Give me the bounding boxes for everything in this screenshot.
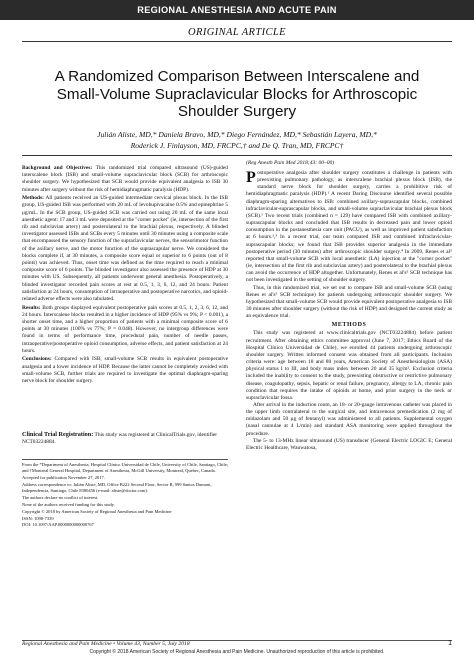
page-number: 1 (448, 640, 452, 647)
abstract-methods-text: All patients received an US-guided intermediate cervical plexus block. In the ISB group, US-guided ISB was performed with 20 mL of levobupivacaine 0.5% and epinephrine 5 μg/mL. In the SCB group, US-guided SCB was carried out using 20 mL of the same local anesthetic agent: 17 and 3 mL were deposited at the "corner pocket" (ie, intersection of the first rib and subclavian artery) and posterolateral to the brachial plexus, respectively. A blinded investigator assessed ISBs and SCBs every 5 minutes until 30 minutes using a composite scale that encompassed the sensory function of the supraclavicular nerves, the sensorimotor function of the axillary nerve, and the motor function of the suprascapular nerve. We considered the blocks complete if, at 30 minutes, a composite score equal or superior to 6 points (out of 8 points) was achieved. Thus, onset time was defined as the time required to reach a minimal composite score of 6 points. The blinded investigator also assessed the presence of HDP at 30 minutes with US. Subsequently, all patients underwent general anesthesia. Postoperatively, a blinded investigator recorded pain scores at rest at 0.5, 1, 3, 6, 12, and 24 hours. Patient satisfaction at 24 hours, consumption of intraoperative and postoperative narcotics, and opioid-related adverse effects were also tabulated. (22, 195, 228, 303)
journal-footer: Regional Anesthesia and Pain Medicine • Volume 43, Number 5, July 2018 (22, 641, 190, 647)
journal-banner: REGIONAL ANESTHESIA AND ACUTE PAIN (0, 0, 474, 20)
abstract-background (22, 165, 228, 194)
body-paragraph-1-text: ostoperative analgesia after shoulder surgery constitutes a challenge in patients with preexisting pulmonary pathology, as interscalene brachial plexus block (ISB), the standard nerve block for shoulder surgery, carries a prohibitive risk of hemidiaphragmatic paralysis (HDP).¹ A recent Daring Discourse identified several possible diaphragm-sparing alternatives to ISB: combined axillary-suprascapular blocks, combined infraclavicular-suprascapular blocks, and small-volume supraclavicular brachial plexus block (SCB).¹ Two recent trials (combined n = 129) have compared ISB with combined axillary-suprascapular blocks and concluded that ISB results in decreased pain and lower opioid consumption in the postanesthesia care unit (PACU), as well as improved patient satisfaction at 6 hours.²,³ In a recent trial, our team compared ISB and combined infraclavicular-suprascapular blocks; we found that ISB provides superior analgesia in the immediate postoperative period (30 minutes) after arthroscopic shoulder surgery.⁴ In 2009, Renes et al⁵ reported that small-volume SCB with local anesthetic (LA) injection at the "corner pocket" (ie, intersection of the first rib and subclavian artery) and posterolateral to the brachial plexus can avoid the occurrence of HDP altogether. Unfortunately, Renes et al's⁵ SCB technique has not been investigated in the setting of shoulder surgery. (246, 170, 452, 284)
abstract (22, 165, 228, 387)
footnote-funding: None of the authors received funding for this study. (22, 501, 115, 507)
author-list (50, 130, 424, 151)
footnote-issn: ISSN: 1098-7339 (22, 515, 54, 521)
footnote-copyright: Copyright © 2018 by American Society of Regional Anesthesia and Pain Medicine (22, 508, 172, 514)
drop-cap: P (246, 168, 256, 186)
article-title: A Randomized Comparison Between Interscalene and Small-Volume Supraclavicular Blocks for Arthroscopic Shoulder Surgery (54, 68, 420, 120)
section-heading-methods: METHODS (331, 322, 367, 329)
body-paragraph-3: This study was registered at www.clinicaltrials.gov (NCT03224884) before patient recruitment. After obtaining ethics committee approval (June 7, 2017; Ethics Board of the Hospital Clínico Universidad de Chile), we enrolled 44 patients undergoing arthroscopic shoulder surgery. Written informed consent was obtained from all participants. Inclusion criteria were: age between 18 and 80 years, American Society of Anesthesiologists (ASA) physical status I to III, and body mass index between 20 and 35 kg/m². Exclusion criteria included the inability to consent to the study, preexisting obstructive or restrictive pulmonary disease, coagulopathy, sepsis, hepatic or renal failure, pregnancy, allergy to LA, chronic pain condition that requires the intake of opioids at home, and prior surgery in the neck or supraclavicular fossa. (246, 330, 452, 401)
authors-rule (22, 155, 452, 156)
abstract-conclusions (22, 356, 228, 385)
body-paragraph-2: Thus, in this randomized trial, we set out to compare ISB and small-volume SCB (using Renes et al's⁵ SCB technique) for patients undergoing arthroscopic shoulder surgery. We hypothesized that small-volume SCB would provide equivalent postoperative analgesia to ISB 30 minutes after shoulder surgery (without the risk of HDP) and designed the current study as an equivalence trial. (246, 284, 452, 320)
abstract-results-text: Both groups displayed equivalent postoperative pain scores at 0.5, 1, 2, 3, 6, 12, and 24 hours. Interscalene blocks resulted in a higher incidence of HDP (95% vs 9%; P < 0.001), a shorter onset time, and a higher proportion of patients with a minimal composite score of 6 points at 30 minutes (100% vs 77%; P = 0.048). However, no intergroup differences were found in terms of performance time, procedural pain, number of needle passes, intraoperative/postoperative opioid consumption, adverse effects, and patient satisfaction at 24 hours. (22, 304, 228, 354)
trial-registration-heading: Clinical Trial Registration: (22, 431, 94, 438)
trial-registration (22, 431, 228, 446)
body-paragraph-5: The 5- to 13-MHz linear ultrasound (US) transducer (General Electric LOGIC E; General Electric Healthcare, Wauwatosa, (246, 437, 452, 451)
body-paragraph-4: After arrival in the induction room, an 18- or 20-gauge intravenous catheter was placed in the upper limb contralateral to the surgical site, and intravenous premedication (2 mg of midazolam and 50 μg of fentanyl) was administered to all patients. Supplemental oxygen (nasal cannulae at 4 L/min) and standard ASA monitoring were applied throughout the procedure. (246, 402, 452, 437)
copyright-notice: Copyright © 2018 American Society of Regional Anesthesia and Pain Medicine. Unauthorized reproduction of this article is prohibited. (89, 649, 385, 655)
article-type: ORIGINAL ARTICLE (188, 27, 286, 38)
abstract-background-text: This randomized trial compared ultrasound (US)-guided interscalene block (ISB) and small-volume supraclavicular block (SCB) for arthroscopic shoulder surgery. We hypothesized that SCB would provide equivalent analgesia to ISB 30 minutes after surgery without the risk of hemidiaphragmatic paralysis (HDP). (22, 165, 229, 193)
trial-registration-text: This study was registered at ClinicalTrials.gov, identifier NCT03224884. (22, 432, 218, 446)
body-text (246, 170, 452, 452)
footnotes (22, 462, 228, 529)
authors-line-2: Roderick J. Finlayson, MD, FRCPC,† and De Q. Tran, MD, FRCPC† (130, 140, 344, 150)
body-paragraph-1 (246, 170, 452, 285)
footnote-doi: DOI: 10.1097/AAP.0000000000000767 (22, 522, 94, 528)
footnote-accepted: Accepted for publication November 27, 2017. (22, 474, 105, 480)
abstract-methods (22, 195, 228, 303)
header-rule (22, 41, 452, 42)
abstract-conclusions-text: Compared with ISB, small-volume SCB results in equivalent postoperative analgesia and a lower incidence of HDP. Because the latter cannot be completely avoided with small-volume SCB, further trials are required to investigate the optimal diaphragm-sparing nerve block for shoulder surgery. (22, 356, 228, 385)
footnote-conflict: The authors declare no conflict of interest. (22, 494, 99, 500)
footnote-correspondence: Address correspondence to: Julián Aliste, MD, Office B222 Second Floor, Sector B, 999 Santos Dumont, Independencia, Santiago, Chile 8380456 (e-mail: aliste@doctor.com). (22, 481, 212, 493)
footnote-affiliations: From the *Department of Anesthesia, Hospital Clínico Universidad de Chile, University of Chile, Santiago, Chile; and †Montreal General Hospital, Department of Anesthesia, McGill University, Montreal, Quebec, Canada. (22, 462, 228, 474)
journal-citation: (Reg Anesth Pain Med 2018;43: 00–00) (246, 160, 335, 166)
abstract-background-heading: Background and Objectives: (22, 165, 93, 171)
abstract-results (22, 305, 228, 355)
abstract-conclusions-heading: Conclusions: (22, 356, 52, 363)
abstract-results-heading: Results: (22, 304, 41, 311)
abstract-methods-heading: Methods: (22, 195, 44, 202)
authors-line-1: Julián Aliste, MD,* Daniela Bravo, MD,* Diego Fernández, MD,* Sebastián Layera, MD,* (97, 130, 377, 139)
footnote-rule (22, 459, 228, 460)
